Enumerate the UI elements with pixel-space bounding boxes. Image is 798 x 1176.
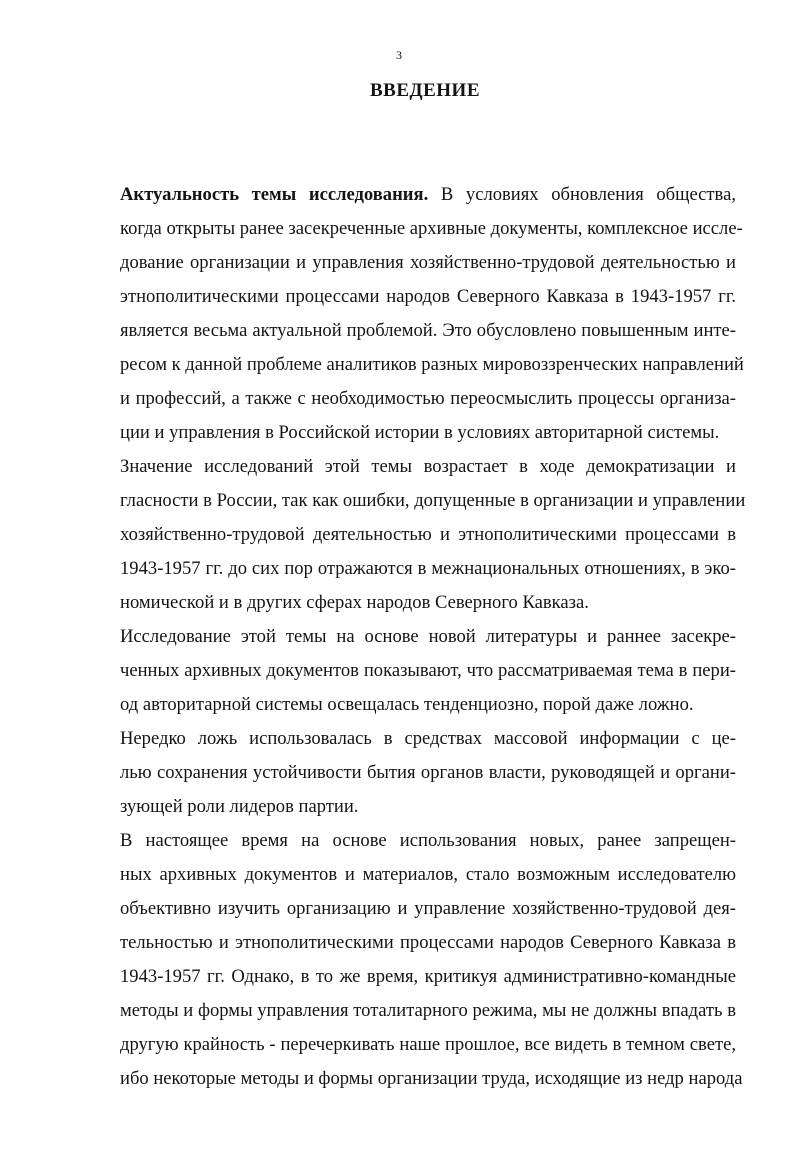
text-line: Исследование этой темы на основе новой литературы и раннее засекре- bbox=[120, 626, 736, 647]
text-line: ции и управления в Российской истории в условиях авторитарной системы. bbox=[120, 422, 720, 443]
text-line: дование организации и управления хозяйственно-трудовой деятельностью и bbox=[120, 252, 736, 273]
text-line: ибо некоторые методы и формы организации труда, исходящие из недр народа bbox=[120, 1068, 743, 1089]
text-line: Значение исследований этой темы возрастает в ходе демократизации и bbox=[120, 456, 736, 477]
text-line: хозяйственно-трудовой деятельностью и этнополитическими процессами в bbox=[120, 524, 736, 545]
text-line: и профессий, а также с необходимостью переосмыслить процессы организа- bbox=[120, 388, 736, 409]
text-line: ресом к данной проблеме аналитиков разных мировоззренческих направлений bbox=[120, 354, 744, 375]
text-fragment: В условиях обновления общества, bbox=[428, 184, 736, 205]
text-line: методы и формы управления тоталитарного режима, мы не должны впадать в bbox=[120, 1000, 736, 1021]
text-line: од авторитарной системы освещалась тенденциозно, порой даже ложно. bbox=[120, 694, 694, 715]
relevance-lead: Актуальность темы исследования. bbox=[120, 184, 429, 205]
text-line: когда открыты ранее засекреченные архивные документы, комплексное иссле- bbox=[120, 218, 743, 239]
text-line: зующей роли лидеров партии. bbox=[120, 796, 359, 817]
text-line: тельностью и этнополитическими процессами народов Северного Кавказа в bbox=[120, 932, 736, 953]
text-line: объективно изучить организацию и управление хозяйственно-трудовой дея- bbox=[120, 898, 736, 919]
paragraph-present bbox=[70, 824, 743, 1096]
page-number: 3 bbox=[396, 48, 402, 62]
text-line: В настоящее время на основе использования новых, ранее запрещен- bbox=[120, 830, 736, 851]
paragraph-significance bbox=[70, 450, 746, 620]
text-line bbox=[70, 178, 736, 212]
text-line: 1943-1957 гг. Однако, в то же время, критикуя административно-командные bbox=[120, 966, 736, 987]
text-line: другую крайность - перечеркивать наше прошлое, все видеть в темном свете, bbox=[120, 1034, 736, 1055]
text-line: этнополитическими процессами народов Северного Кавказа в 1943-1957 гг. bbox=[120, 286, 736, 307]
text-line: лью сохранения устойчивости бытия органов власти, руководящей и органи- bbox=[120, 762, 736, 783]
text-line: гласности в России, так как ошибки, допущенные в организации и управлении bbox=[120, 490, 746, 511]
paragraph-relevance bbox=[70, 178, 744, 450]
paragraph-media bbox=[70, 722, 736, 824]
text-line: номической и в других сферах народов Северного Кавказа. bbox=[120, 592, 589, 613]
text-line: Нередко ложь использовалась в средствах массовой информации с це- bbox=[120, 728, 736, 749]
text-line: ных архивных документов и материалов, стало возможным исследователю bbox=[120, 864, 736, 885]
body-text bbox=[70, 178, 746, 1096]
paragraph-research bbox=[70, 620, 736, 722]
text-line: 1943-1957 гг. до сих пор отражаются в межнациональных отношениях, в эко- bbox=[120, 558, 736, 579]
text-line: ченных архивных документов показывают, что рассматриваемая тема в пери- bbox=[120, 660, 736, 681]
page-title: ВВЕДЕНИЕ bbox=[370, 80, 480, 101]
text-line: является весьма актуальной проблемой. Это обусловлено повышенным инте- bbox=[120, 320, 736, 341]
